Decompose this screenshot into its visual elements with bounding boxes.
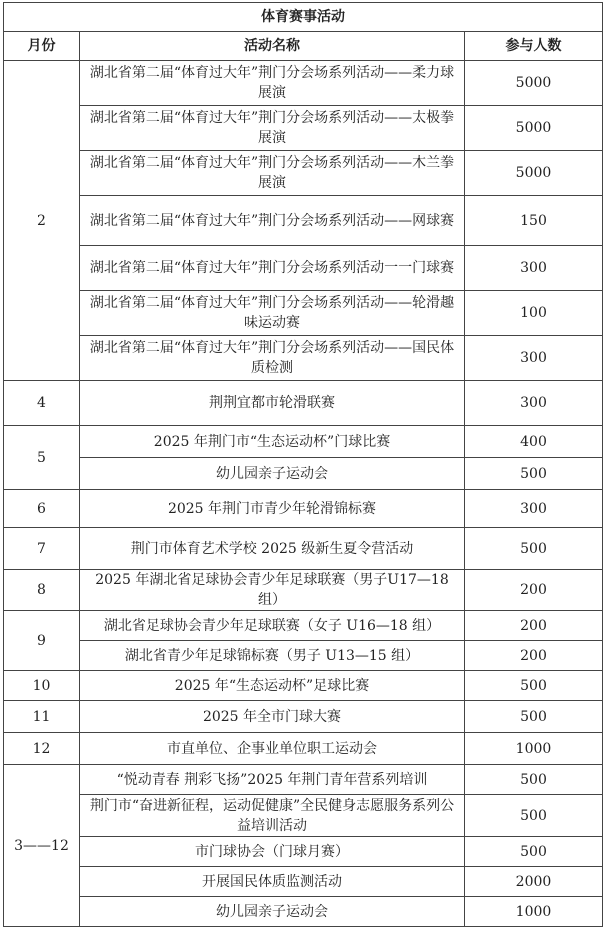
- participant-count-cell: 300: [465, 381, 603, 426]
- activity-name-cell: 湖北省足球协会青少年足球联赛（女子 U16—18 组）: [80, 611, 465, 641]
- participant-count-cell: 300: [465, 336, 603, 381]
- participant-count-cell: 1000: [465, 733, 603, 765]
- table-row: [4, 641, 603, 671]
- activity-name-cell: “悦动青春 荆彩飞扬”2025 年荆门青年营系列培训: [80, 765, 465, 795]
- participant-count-cell: 500: [465, 765, 603, 795]
- table-row: [4, 570, 603, 611]
- table-row: [4, 795, 603, 837]
- participant-count-cell: 5000: [465, 151, 603, 196]
- activity-name-cell: 幼儿园亲子运动会: [80, 897, 465, 927]
- table-row: [4, 733, 603, 765]
- participant-count-cell: 500: [465, 528, 603, 570]
- activity-name-cell: 幼儿园亲子运动会: [80, 458, 465, 490]
- month-cell: 2: [4, 61, 80, 381]
- table-row: [4, 701, 603, 733]
- table-row: [4, 671, 603, 701]
- participant-count-cell: 500: [465, 701, 603, 733]
- activity-name-cell: 市直单位、企事业单位职工运动会: [80, 733, 465, 765]
- name-column-header: 活动名称: [80, 32, 465, 61]
- table-row: [4, 765, 603, 795]
- activity-name-cell: 湖北省第二届“体育过大年”荆门分会场系列活动——轮滑趣味运动赛: [80, 291, 465, 336]
- participant-count-cell: 200: [465, 570, 603, 611]
- table-row: [4, 528, 603, 570]
- participant-count-cell: 300: [465, 490, 603, 528]
- month-column-header: 月份: [4, 32, 80, 61]
- table-row: [4, 611, 603, 641]
- participant-count-cell: 2000: [465, 867, 603, 897]
- activity-name-cell: 2025 年湖北省足球协会青少年足球联赛（男子U17—18 组）: [80, 570, 465, 611]
- participant-count-cell: 400: [465, 426, 603, 458]
- month-cell: 3——12: [4, 765, 80, 927]
- table-row: [4, 196, 603, 246]
- table-row: [4, 336, 603, 381]
- activity-name-cell: 湖北省第二届“体育过大年”荆门分会场系列活动——柔力球展演: [80, 61, 465, 106]
- month-cell: 12: [4, 733, 80, 765]
- month-cell: 4: [4, 381, 80, 426]
- activity-name-cell: 湖北省第二届“体育过大年”荆门分会场系列活动——网球赛: [80, 196, 465, 246]
- activity-name-cell: 2025 年荆门市青少年轮滑锦标赛: [80, 490, 465, 528]
- activity-name-cell: 2025 年“生态运动杯”足球比赛: [80, 671, 465, 701]
- table-row: [4, 61, 603, 106]
- participant-count-cell: 500: [465, 837, 603, 867]
- table-row: [4, 867, 603, 897]
- participant-count-cell: 150: [465, 196, 603, 246]
- participant-count-cell: 500: [465, 795, 603, 837]
- table-row: [4, 490, 603, 528]
- activity-name-cell: 市门球协会（门球月赛）: [80, 837, 465, 867]
- participant-count-cell: 500: [465, 671, 603, 701]
- activity-name-cell: 荆荆宜都市轮滑联赛: [80, 381, 465, 426]
- month-cell: 10: [4, 671, 80, 701]
- participant-count-cell: 500: [465, 458, 603, 490]
- month-cell: 11: [4, 701, 80, 733]
- activity-name-cell: 荆门市体育艺术学校 2025 级新生夏令营活动: [80, 528, 465, 570]
- participant-count-cell: 100: [465, 291, 603, 336]
- table-row: [4, 381, 603, 426]
- sports-events-table: [3, 2, 603, 927]
- activity-name-cell: 湖北省第二届“体育过大年”荆门分会场系列活动一一门球赛: [80, 246, 465, 291]
- table-row: [4, 151, 603, 196]
- table-row: [4, 837, 603, 867]
- activity-name-cell: 2025 年全市门球大赛: [80, 701, 465, 733]
- participant-count-cell: 1000: [465, 897, 603, 927]
- participant-count-cell: 300: [465, 246, 603, 291]
- month-cell: 8: [4, 570, 80, 611]
- table-body: [4, 61, 603, 927]
- table-row: [4, 291, 603, 336]
- activity-name-cell: 湖北省第二届“体育过大年”荆门分会场系列活动——木兰拳展演: [80, 151, 465, 196]
- activity-name-cell: 湖北省第二届“体育过大年”荆门分会场系列活动——国民体质检测: [80, 336, 465, 381]
- table-row: [4, 106, 603, 151]
- month-cell: 7: [4, 528, 80, 570]
- table-row: [4, 458, 603, 490]
- participant-count-cell: 200: [465, 641, 603, 671]
- month-cell: 9: [4, 611, 80, 671]
- month-cell: 5: [4, 426, 80, 490]
- month-cell: 6: [4, 490, 80, 528]
- table-row: [4, 897, 603, 927]
- table-row: [4, 246, 603, 291]
- table-title: 体育赛事活动: [4, 3, 603, 32]
- participant-count-cell: 5000: [465, 106, 603, 151]
- activity-name-cell: 荆门市“奋进新征程，运动促健康”全民健身志愿服务系列公益培训活动: [80, 795, 465, 837]
- activity-name-cell: 湖北省第二届“体育过大年”荆门分会场系列活动——太极拳展演: [80, 106, 465, 151]
- count-column-header: 参与人数: [465, 32, 603, 61]
- activity-name-cell: 湖北省青少年足球锦标赛（男子 U13—15 组）: [80, 641, 465, 671]
- participant-count-cell: 200: [465, 611, 603, 641]
- activity-name-cell: 2025 年荆门市“生态运动杯”门球比赛: [80, 426, 465, 458]
- table-row: [4, 426, 603, 458]
- activity-name-cell: 开展国民体质监测活动: [80, 867, 465, 897]
- participant-count-cell: 5000: [465, 61, 603, 106]
